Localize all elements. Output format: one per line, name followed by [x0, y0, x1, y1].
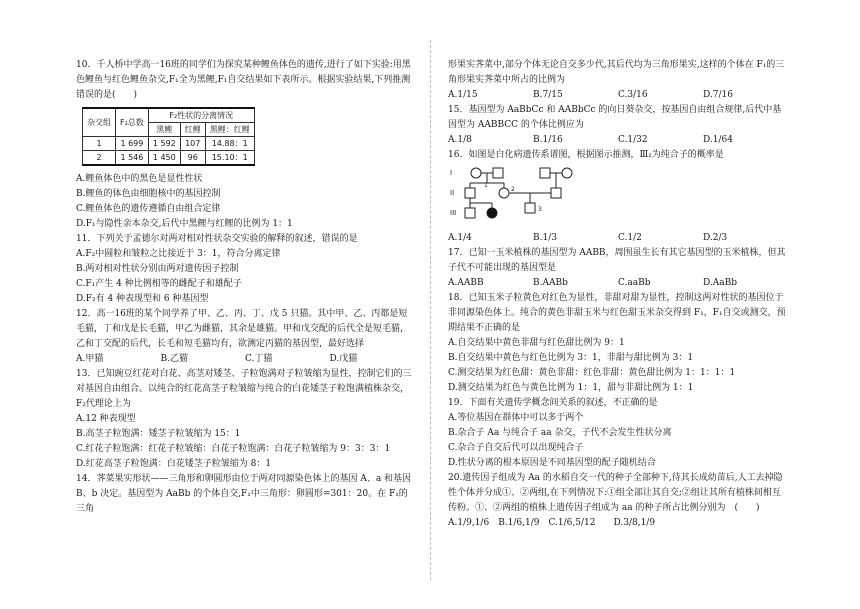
q15-option-d: D.1/64 — [703, 135, 733, 145]
question-18-stem: 18．已知玉米子粒黄色对红色为显性，非甜对甜为显性，控制这两对性状的基因位于非同源染色体上。纯合的黄色非甜玉米与红色甜玉米杂交得到 F₁，F₁自交或测交，预期结果不正确的是 — [448, 293, 786, 333]
q15-option-a: A.1/8 — [448, 135, 472, 145]
table-cell: 96 — [180, 151, 205, 166]
generation-label-i: I — [450, 169, 453, 177]
q11-option-a: A.F₂中圆粒和皱粒之比接近于 3：1，符合分离定律 — [76, 249, 281, 259]
table-cell: 1 699 — [116, 137, 149, 151]
question-19-stem: 19．下面有关遗传学概念间关系的叙述，不正确的是 — [448, 398, 658, 408]
table-cell: 1 546 — [116, 151, 149, 166]
table-cell: 14.88：1 — [205, 137, 254, 151]
table-cell: 1 — [83, 137, 116, 151]
pedigree-female-normal — [562, 168, 572, 178]
q12-options — [76, 352, 414, 367]
generation-label-ii: II — [450, 189, 455, 197]
th-red: 红鲤 — [180, 123, 205, 137]
q18-option-a: A.自交结果中黄色非甜与红色甜比例为 9：1 — [448, 338, 625, 348]
q16-option-a: A.1/4 — [448, 233, 472, 243]
q17-options — [448, 276, 788, 291]
q19-option-d: D.性状分离的根本原因是不同基因型的配子随机结合 — [448, 458, 656, 468]
q13-option-d: D.红花高茎子粒饱满：白花矮茎子粒皱缩为 8：1 — [76, 459, 272, 469]
question-12-stem: 12．高一16班的某个同学养了甲、乙、丙、丁、戊 5 只猫。其中甲、乙、丙都是短毛猫，丁和戊是长毛猫，甲乙为雌猫，其余是雄猫。甲和戊交配的后代全是短毛猫，乙和丁交配的后代，长毛和短毛猫均有，欲测定丙猫的基因型，最好选择 — [76, 309, 410, 349]
table-cell: 107 — [180, 137, 205, 151]
pedigree-male-normal — [540, 168, 550, 178]
q11-option-b: B.两对相对性状分别由两对遗传因子控制 — [76, 264, 239, 274]
pedigree-number: 2 — [511, 186, 515, 193]
right-column — [448, 58, 788, 531]
q19-option-a: A.等位基因在群体中可以多于两个 — [448, 413, 584, 423]
q10-option-d: D.F₁与隐性亲本杂交,后代中黑鲤与红鲤的比例为 1：1 — [76, 219, 293, 229]
question-11-stem: 11．下列关于孟德尔对两对相对性状杂交实验的解释的叙述，错误的是 — [76, 234, 358, 244]
q18-option-d: D.测交结果为红色与黄色比例为 1：1，甜与非甜比例为 1：1 — [448, 383, 694, 393]
question-14-stem: 14．荠菜果实形状——三角形和卵圆形由位于两对同源染色体上的基因 A、a 和基因 B、b 决定。基因型为 AaBb 的个体自交,F₁中三角形：卵圆形=301：20。在 F₁的三角 — [76, 474, 412, 514]
q12-option-a: A.甲猫 — [76, 354, 104, 364]
question-17-stem: 17．已知一玉米植株的基因型为 AABB，周围虽生长有其它基因型的玉米植株，但其子代不可能出现的基因型是 — [448, 248, 786, 273]
pedigree-male-normal — [551, 188, 561, 198]
q10-option-c: C.鲤鱼体色的遗传遵循自由组合定律 — [76, 204, 221, 214]
question-14-continued: 形果实荠菜中,部分个体无论自交多少代,其后代均为三角形果实,这样的个体在 F₁的三角形果实荠菜中所占的比例为 — [448, 60, 785, 85]
table-row — [83, 137, 255, 151]
q15-option-b: B.1/16 — [533, 135, 563, 145]
q20-options: A.1/9,1/6 B.1/6,1/9 C.1/6,5/12 D.3/8,1/9 — [448, 518, 656, 528]
pedigree-male-normal — [465, 188, 475, 198]
table-cell: 2 — [83, 151, 116, 166]
q17-option-a: A.AABB — [448, 278, 484, 288]
pedigree-female-normal — [499, 188, 509, 198]
th-total: F₂总数 — [116, 108, 149, 137]
th-group: 杂交组 — [83, 108, 116, 137]
q10-option-a: A.鲤鱼体色中的黑色是显性性状 — [76, 174, 203, 184]
question-10-stem: 10．千人桥中学高一16班的同学们为探究某种鲤鱼体色的遗传,进行了如下实验:用黑色鲤鱼与红色鲤鱼杂交,F₁全为黑鲤,F₁自交结果如下表所示。根据实验结果,下列推测错误的是( ) — [76, 60, 411, 100]
q15-options — [448, 133, 788, 148]
th-ratio: 黑鲤：红鲤 — [205, 123, 254, 137]
q16-option-d: D.2/3 — [703, 233, 728, 243]
q19-option-b: B.杂合子 Aa 与纯合子 aa 杂交，子代不会发生性状分离 — [448, 428, 672, 438]
q15-option-c: C.1/32 — [618, 135, 648, 145]
th-split: F₂性状的分离情况 — [148, 108, 254, 123]
column-divider — [430, 40, 431, 580]
q12-option-b: B.乙猫 — [160, 354, 188, 364]
generation-label-iii: III — [450, 209, 457, 217]
q17-option-d: D.AaBb — [703, 278, 737, 288]
q14-option-a: A.1/15 — [448, 90, 478, 100]
table-cell: 15.10：1 — [205, 151, 254, 166]
table-cell: 1 592 — [148, 137, 180, 151]
left-column — [76, 58, 414, 517]
q12-option-d: D.戊猫 — [329, 354, 358, 364]
q10-option-b: B.鲤鱼的体色由细胞核中的基因控制 — [76, 189, 221, 199]
q14-option-b: B.7/15 — [533, 90, 563, 100]
albinism-pedigree-diagram — [448, 165, 608, 221]
pedigree-female-affected — [487, 208, 497, 218]
pedigree-number: 3 — [538, 206, 542, 213]
q17-option-c: C.aaBb — [618, 278, 651, 288]
pedigree-male-normal — [465, 208, 475, 218]
q18-option-b: B.自交结果中黄色与红色比例为 3：1，非甜与甜比例为 3：1 — [448, 353, 694, 363]
carp-cross-table — [82, 107, 255, 166]
question-15-stem: 15．基因型为 AaBbCc 和 AABbCc 的向日葵杂交，按基因自由组合规律,后代中基因型为 AABBCC 的个体比例应为 — [448, 105, 782, 130]
question-20-stem: 20.遗传因子组成为 Aa 的水稻自交一代的种子全部种下,待其长成幼苗后,人工去掉隐性个体并分成①、②两组,在下列情况下:①组全部让其自交;②组让其所有植株间相互传粉。①、②两组的植株上遗传因子组成为 aa 的种子所占比例分别为 ( ) — [448, 473, 783, 513]
q16-option-c: C.1/2 — [618, 233, 642, 243]
q13-option-b: B.高茎子粒饱满：矮茎子粒皱缩为 15：1 — [76, 429, 241, 439]
pedigree-female-normal — [471, 168, 481, 178]
q16-options — [448, 231, 788, 246]
pedigree-male-normal — [525, 203, 535, 213]
question-13-stem: 13．已知豌豆红花对白花、高茎对矮茎、子粒饱满对子粒皱缩为显性，控制它们的三对基因自由组合。以纯合的红花高茎子粒皱缩与纯合的白花矮茎子粒饱满植株杂交，F₂代理论上为 — [76, 369, 412, 409]
q13-option-a: A.12 种表现型 — [76, 414, 136, 424]
pedigree-male-normal — [493, 168, 503, 178]
q19-option-c: C.杂合子自交后代可以出现纯合子 — [448, 443, 584, 453]
q14-option-d: D.7/16 — [703, 90, 733, 100]
q16-option-b: B.1/3 — [533, 233, 557, 243]
table-row — [83, 151, 255, 166]
question-16-stem: 16．如图是白化病遗传系谱图，根据图示推测，Ⅲ₂为纯合子的概率是 — [448, 150, 724, 160]
table-cell: 1 450 — [148, 151, 180, 166]
q14-options — [448, 88, 788, 103]
q17-option-b: B.AABb — [533, 278, 568, 288]
th-black: 黑鲤 — [148, 123, 180, 137]
q14-option-c: C.3/16 — [618, 90, 648, 100]
q13-option-c: C.红花子粒饱满：红花子粒皱缩：白花子粒饱满：白花子粒皱缩为 9：3：3：1 — [76, 444, 391, 454]
q11-option-c: C.F₁产生 4 种比例相等的雌配子和雄配子 — [76, 279, 242, 289]
q12-option-c: C.丁猫 — [245, 354, 273, 364]
pedigree-number: 1 — [484, 182, 488, 189]
q18-option-c: C.测交结果为红色甜：黄色非甜：红色非甜：黄色甜比例为 1：1：1：1 — [448, 368, 736, 378]
q11-option-d: D.F₂有 4 种表现型和 6 种基因型 — [76, 294, 209, 304]
